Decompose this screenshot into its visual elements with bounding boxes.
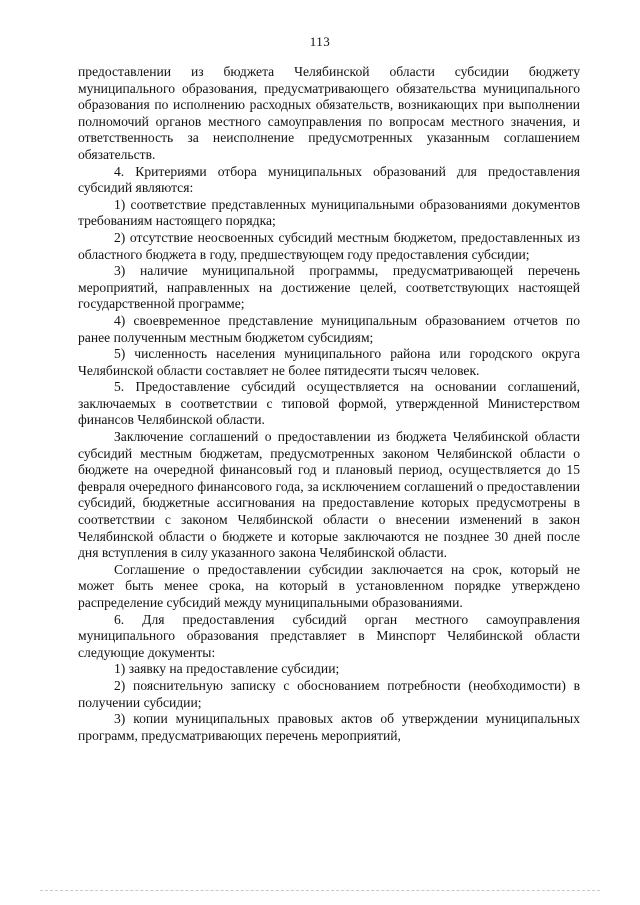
paragraph: Соглашение о предоставлении субсидии заключается на срок, который не может быть менее срока, на который в установленном порядке утверждено распределение субсидий между муниципальными образованиями. bbox=[78, 561, 580, 610]
paragraph: 2) отсутствие неосвоенных субсидий местным бюджетом, предоставленных из областного бюджета в году, предшествующем году предоставления субсидии; bbox=[78, 229, 580, 262]
paragraph: 2) пояснительную записку с обоснованием потребности (необходимости) в получении субсидии; bbox=[78, 677, 580, 710]
paragraph: 5. Предоставление субсидий осуществляется на основании соглашений, заключаемых в соответствии с типовой формой, утвержденной Министерством финансов Челябинской области. bbox=[78, 379, 580, 428]
page-number: 113 bbox=[309, 34, 331, 49]
paragraph: 4) своевременное представление муниципальным образованием отчетов по ранее полученным местным бюджетом субсидиям; bbox=[78, 312, 580, 345]
paragraph: 6. Для предоставления субсидий орган местного самоуправления муниципального образования представляет в Минспорт Челябинской области следующие документы: bbox=[78, 611, 580, 660]
paragraph: 4. Критериями отбора муниципальных образований для предоставления субсидий являются: bbox=[78, 163, 580, 196]
paragraph: 3) копии муниципальных правовых актов об утверждении муниципальных программ, предусматривающих перечень мероприятий, bbox=[78, 711, 580, 743]
paragraph: 1) заявку на предоставление субсидии; bbox=[114, 661, 340, 677]
paragraph: 1) соответствие представленных муниципальными образованиями документов требованиям настоящего порядка; bbox=[78, 196, 580, 229]
document-body bbox=[78, 64, 580, 744]
paragraph: Заключение соглашений о предоставлении из бюджета Челябинской области субсидий местным бюджетам, предусмотренных законом Челябинской области о бюджете на очередной финансовый год и плановый период, осуществляется до 15 февраля очередного финансового года, за исключением соглашений о предоставлении субсидий, бюджетные ассигнования на предоставление которых предусмотрены в соответствии с законом Челябинской области о внесении изменений в закон Челябинской области о бюджете и которые заключаются не позднее 30 дней после дня вступления в силу указанного закона Челябинской области. bbox=[78, 429, 580, 561]
paragraph: предоставлении из бюджета Челябинской области субсидии бюджету муниципального образования, предусматривающего обязательства муниципального образования по исполнению расходных обязательств, возникающих при выполнении полномочий органов местного самоуправления по вопросам местного значения, и ответственность за неисполнение предусмотренных указанным соглашением обязательств. bbox=[78, 64, 580, 162]
scan-bottom-edge bbox=[40, 890, 600, 891]
paragraph: 3) наличие муниципальной программы, предусматривающей перечень мероприятий, направленных на достижение целей, соответствующих настоящей государственной программе; bbox=[78, 263, 580, 312]
paragraph: 5) численность населения муниципального района или городского округа Челябинской области составляет не более пятидесяти тысяч человек. bbox=[78, 346, 580, 378]
